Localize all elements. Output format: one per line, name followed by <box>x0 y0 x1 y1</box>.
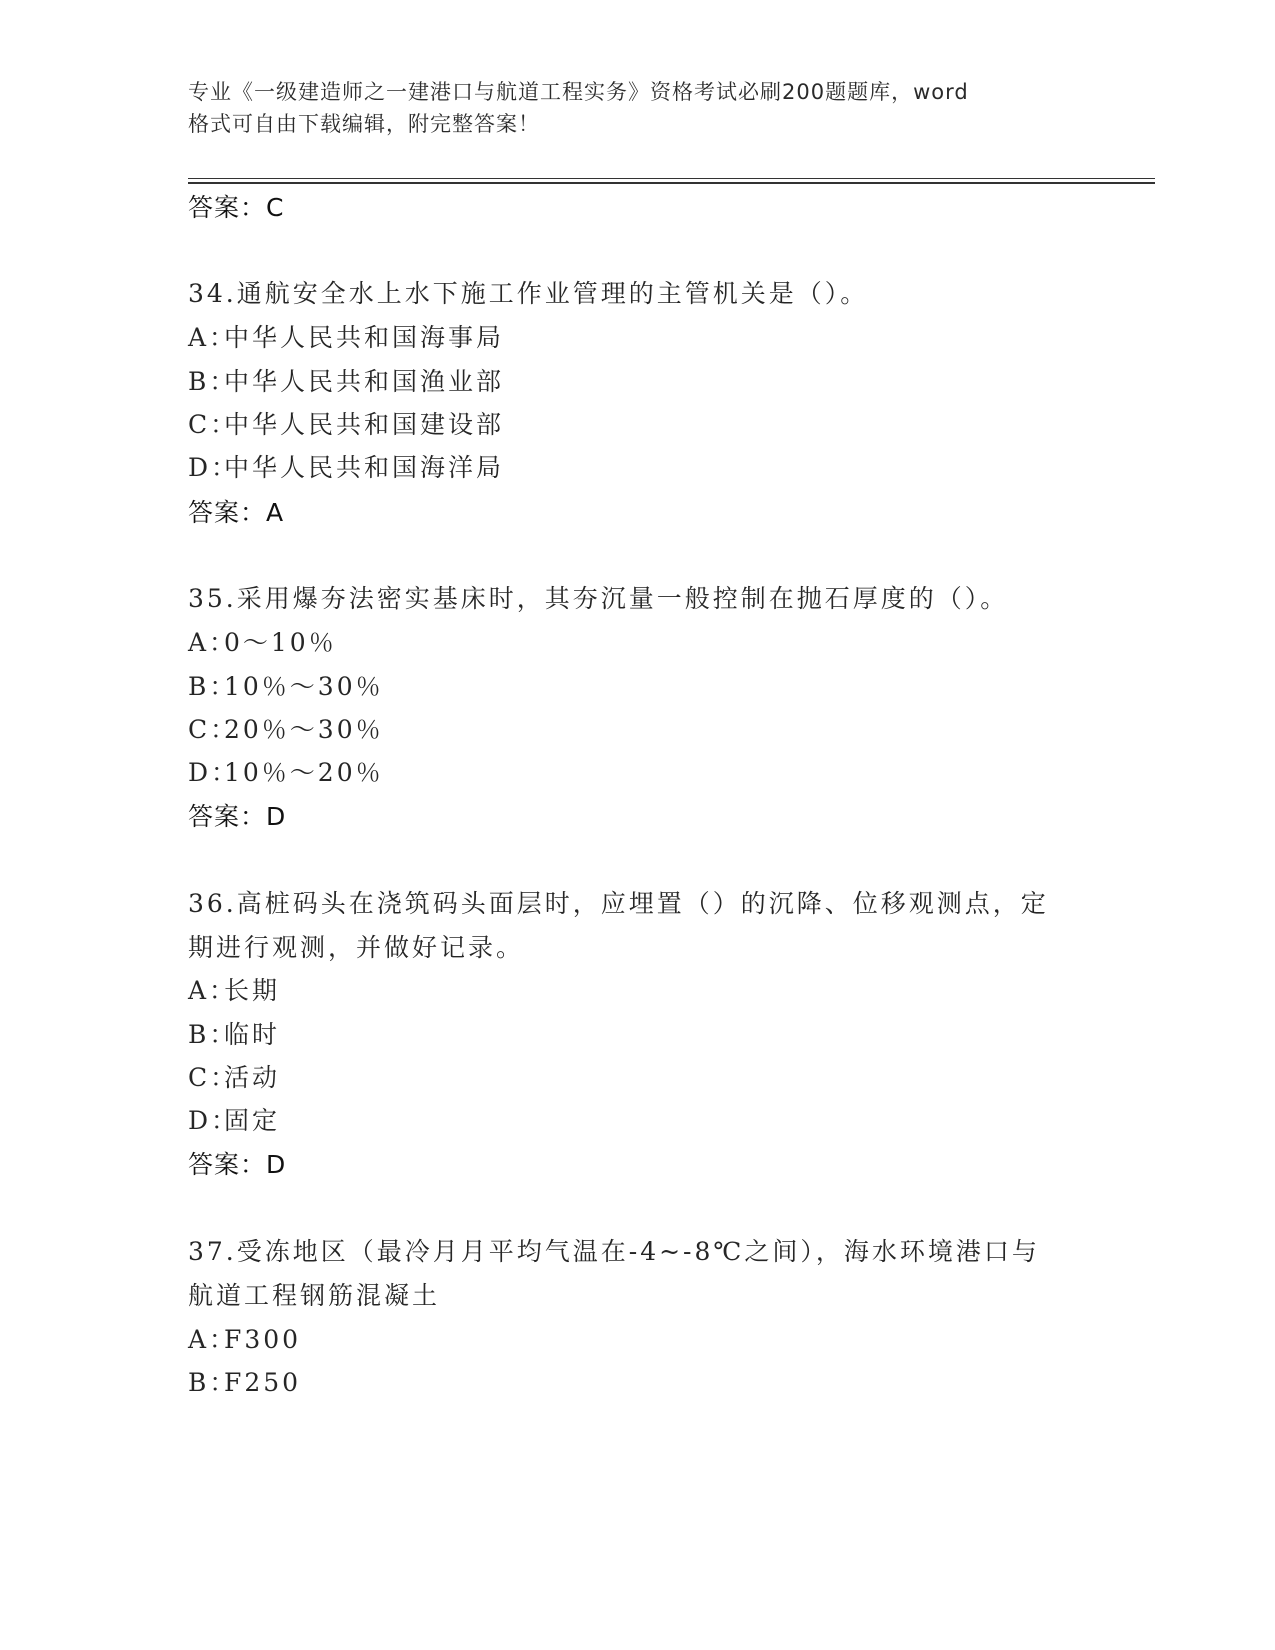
option-a <box>188 1320 301 1356</box>
option-key: B： <box>188 1368 238 1397</box>
option-key: D： <box>188 1106 240 1135</box>
answer: 答案：A <box>188 498 285 527</box>
option-d <box>188 753 384 789</box>
option-key: B： <box>188 367 238 396</box>
option-text: F250 <box>224 1368 302 1397</box>
header-rule-thin <box>188 178 1155 179</box>
prev-answer: 答案：C <box>188 193 285 222</box>
header-rule-thick <box>188 182 1155 184</box>
answer: 答案：D <box>188 802 287 831</box>
option-key: B： <box>188 672 238 701</box>
option-text: 中华人民共和国海洋局 <box>224 453 505 482</box>
option-key: A： <box>188 323 238 352</box>
option-text: F300 <box>224 1325 302 1354</box>
option-c <box>188 1058 280 1094</box>
option-a <box>188 971 280 1007</box>
option-c <box>188 710 384 746</box>
header-line-2: 格式可自由下载编辑，附完整答案！ <box>188 112 540 136</box>
option-text: 临时 <box>224 1020 281 1049</box>
question-stem-line-1: 37.受冻地区（最冷月月平均气温在-4~-8℃之间），海水环境港口与 <box>188 1237 1040 1266</box>
question-stem: 35.采用爆夯法密实基床时，其夯沉量一般控制在抛石厚度的（）。 <box>188 584 1009 613</box>
question-stem-line-1: 36.高桩码头在浇筑码头面层时，应埋置（）的沉降、位移观测点，定 <box>188 889 1049 918</box>
option-key: D： <box>188 453 240 482</box>
option-text: 活动 <box>224 1063 281 1092</box>
question-stem-line-2: 期进行观测，并做好记录。 <box>188 933 525 962</box>
option-text: 20％～30％ <box>224 715 384 744</box>
option-text: 长期 <box>224 976 281 1005</box>
document-header <box>188 76 1068 140</box>
option-a <box>188 318 504 354</box>
option-key: C： <box>188 715 239 744</box>
option-text: 固定 <box>224 1106 281 1135</box>
answer: 答案：D <box>188 1150 287 1179</box>
option-text: 中华人民共和国海事局 <box>224 323 505 352</box>
option-key: B： <box>188 1020 238 1049</box>
option-a <box>188 623 337 659</box>
option-key: A： <box>188 976 238 1005</box>
option-text: 10％～30％ <box>224 672 384 701</box>
option-d <box>188 448 504 484</box>
option-text: 中华人民共和国建设部 <box>224 410 505 439</box>
question-stem: 34.通航安全水上水下施工作业管理的主管机关是（）。 <box>188 279 869 308</box>
option-c <box>188 405 504 441</box>
header-line-1: 专业《一级建造师之一建港口与航道工程实务》资格考试必刷200题题库，word <box>188 80 969 104</box>
option-b <box>188 1015 280 1051</box>
option-text: 10％～20％ <box>224 758 384 787</box>
option-key: D： <box>188 758 240 787</box>
option-key: A： <box>188 1325 238 1354</box>
option-text: 0～10％ <box>224 628 337 657</box>
question-stem-line-2: 航道工程钢筋混凝土 <box>188 1281 441 1310</box>
option-b <box>188 667 384 703</box>
option-text: 中华人民共和国渔业部 <box>224 367 505 396</box>
option-d <box>188 1101 280 1137</box>
option-key: C： <box>188 1063 239 1092</box>
option-key: A： <box>188 628 238 657</box>
option-key: C： <box>188 410 239 439</box>
option-b <box>188 1363 301 1399</box>
option-b <box>188 362 504 398</box>
